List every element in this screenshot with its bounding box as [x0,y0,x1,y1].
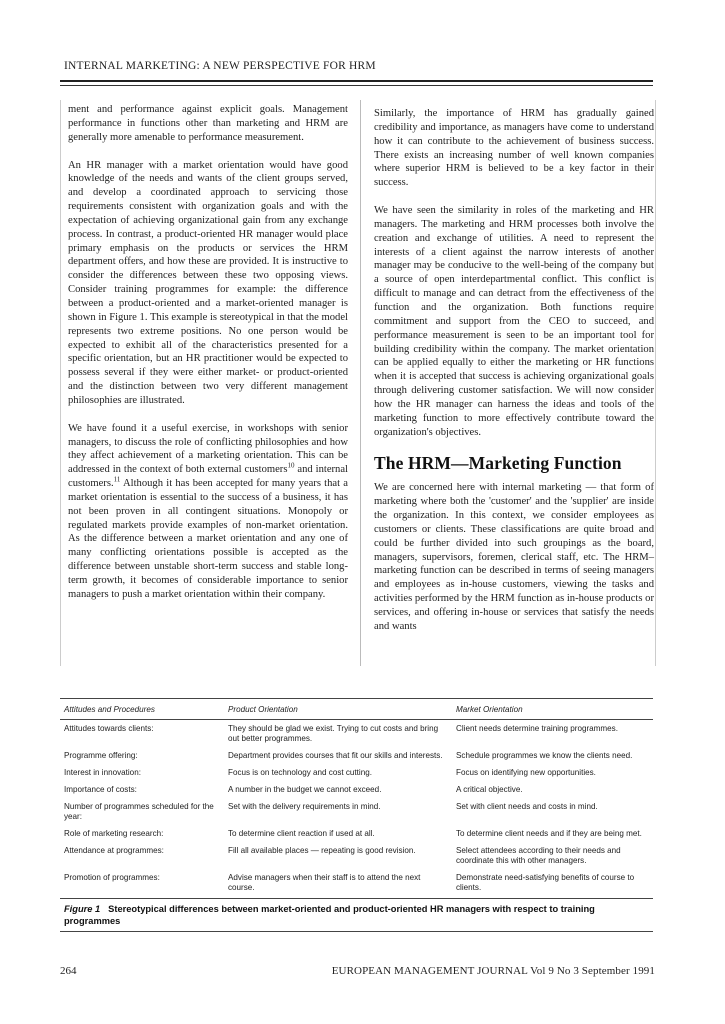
market-cell: A critical objective. [456,785,523,794]
column-separator [360,100,361,666]
row-label: Number of programmes scheduled for the year: [64,802,214,821]
market-cell: Select attendees according to their needs and coordinate this with other managers. [456,846,621,865]
header-market-orientation: Market Orientation [452,699,653,720]
running-head: INTERNAL MARKETING: A NEW PERSPECTIVE FOR HRM [64,60,376,72]
page-number: 264 [60,965,77,977]
left-paragraph: An HR manager with a market orientation would have good knowledge of the needs and wants of the client groups served, and develop a coordinated approach to servicing those requirements consistent with organization goals and with the expectation of achieving organizational gain from any exchange process. In contrast, a product-oriented HR manager would place primary emphasis on the products or services the HRM department offers, and how these are provided. It is instructive to consider the differences between these two opposing views. Consider training programmes for example: the difference between a product-oriented and a market-oriented manager is shown in Figure 1. This example is stereotypical in that the model represents two extreme positions. No one person would be expected to exhibit all of the characteristics presented for a specific orientation, but an HR practitioner would be expected to possess several if they were either market- or product-oriented and the distinction between two very different management philosophies are illustrated. [68,159,348,406]
left-paragraph: ment and performance against explicit goals. Management performance in functions other than marketing and HRM are generally more amenable to performance measurement. [68,104,348,143]
paragraph-text: and internal customers. [68,464,349,490]
header-attitudes: Attitudes and Procedures [60,699,224,720]
table-row [60,798,653,825]
left-column [68,103,348,616]
product-cell: Advise managers when their staff is to attend the next course. [228,873,421,892]
table-row [60,869,653,896]
right-paragraph: We are concerned here with internal marketing — that form of marketing where both the 'customer' and the 'supplier' are inside the organization. In this context, we consider employees as customers or clients. These classifications are quite broad and could be further divided into such groupings as the board, managers, supervisors, foremen, clerical staff, etc. The HRM–marketing function can be described in terms of seeing managers and employees as in-house customers, viewing the tasks and activities performed by the HRM function as in-house products or services, and offering in-house or services that satisfy the needs and wants [374,482,654,632]
paragraph-text: Although it has been accepted for many years that a market orientation is essential to the success of a business, it has not been proven in all contingent situations. Monopoly or regulated markets provide examples of non-market orientation. As the difference between a market orientation and any one of many conflicting orientations possible is accepted as the difference between unstable short-term success and stable long-term growth, it becomes of considerable importance to senior managers to push a market orientation within their company. [68,478,348,600]
right-edge-line [655,100,656,666]
table-row [60,781,653,798]
market-cell: Client needs determine training programmes. [456,724,618,733]
product-cell: Focus is on technology and cost cutting. [228,768,372,777]
figure-1 [60,698,653,932]
header-rule-thin [60,85,653,86]
row-label: Importance of costs: [64,785,137,794]
product-cell: Set with the delivery requirements in mind. [228,802,381,811]
table-row [60,764,653,781]
product-cell: To determine client reaction if used at all. [228,829,375,838]
section-heading: The HRM—Marketing Function [374,453,622,474]
journal-citation: EUROPEAN MANAGEMENT JOURNAL Vol 9 No 3 September 1991 [331,965,655,977]
market-cell: To determine client needs and if they are being met. [456,829,642,838]
right-paragraph: We have seen the similarity in roles of the marketing and HR managers. The marketing and HRM processes both involve the creation and exchange of utilities. A need to represent the interests of a client against the narrow interests of another manager may be conducive to the well-being of the company but a source of open interdepartmental conflict. This conflict is difficult to manage and can detract from the effectiveness of the function and the organization. Both functions require commitment and support from the CEO to succeed, and performance measurement is seen to be an important tool for building credibility within the company. The market orientation can be applied equally to either the marketing or HR functions when it is accepted that success is achieving organizational goals through delivering customer satisfaction. We will now consider how the HR manager can harness the ideas and tools of the marketing function to more effectively contribute toward the organization's objectives. [374,205,654,438]
table-row [60,747,653,764]
reference-superscript: 10 [287,461,295,470]
market-cell: Set with client needs and costs in mind. [456,802,598,811]
figure-table [60,699,653,896]
row-label: Promotion of programmes: [64,873,160,882]
row-label: Role of marketing research: [64,829,164,838]
product-cell: They should be glad we exist. Trying to cut costs and bring out better programmes. [228,724,439,743]
row-label: Programme offering: [64,751,138,760]
row-label: Interest in innovation: [64,768,141,777]
table-row [60,825,653,842]
product-cell: Department provides courses that fit our skills and interests. [228,751,443,760]
table-row [60,842,653,869]
table-header-row [60,699,653,720]
market-cell: Schedule programmes we know the clients need. [456,751,633,760]
figure-caption-text: Stereotypical differences between market-oriented and product-oriented HR managers with respect to training programmes [64,904,595,926]
product-cell: A number in the budget we cannot exceed. [228,785,382,794]
caption-rule [60,931,653,932]
row-label: Attitudes towards clients: [64,724,154,733]
right-paragraph: Similarly, the importance of HRM has gradually gained credibility and importance, as managers have come to understand how it can contribute to the achievement of business success. There exists an increasing number of well known companies where superior HRM is believed to be a key factor in their success. [374,108,654,189]
market-cell: Focus on identifying new opportunities. [456,768,596,777]
header-product-orientation: Product Orientation [224,699,452,720]
reference-superscript: 11 [113,475,121,484]
row-label: Attendance at programmes: [64,846,164,855]
header-rule-thick [60,80,653,82]
paragraph-text: We have found it a useful exercise, in workshops with senior managers, to discuss the role of conflicting philosophies and how they affect achievement of a marketing orientation. This can be addressed in the context of both external customers [68,422,348,476]
right-column [374,107,654,648]
product-cell: Fill all available places — repeating is good revision. [228,846,416,855]
left-paragraph-references [68,422,348,602]
market-cell: Demonstrate need-satisfying benefits of course to clients. [456,873,635,892]
figure-caption [60,899,653,927]
figure-caption-label: Figure 1 [64,904,101,914]
left-edge-line [60,100,61,666]
table-row [60,720,653,748]
